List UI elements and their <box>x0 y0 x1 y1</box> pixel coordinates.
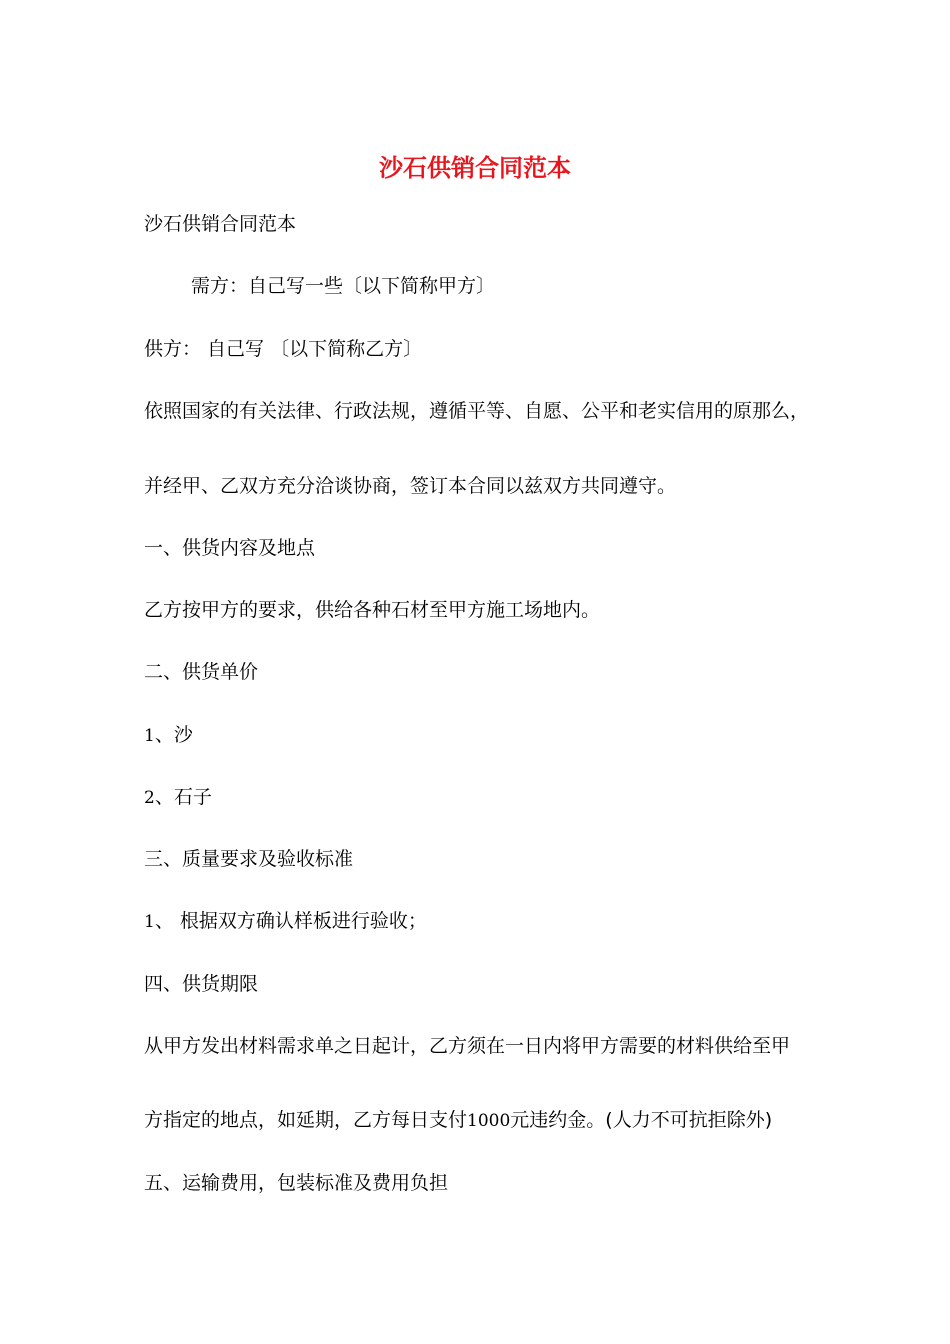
section-1-heading: 一、供货内容及地点 <box>144 537 316 559</box>
item-text: 、沙 <box>154 724 193 746</box>
supplier-line: 供方： 自己写 〔以下简称乙方〕 <box>144 338 423 360</box>
penalty-amount: 1000 <box>467 1111 511 1131</box>
price-item-gravel <box>144 783 212 812</box>
penalty-text-post: 元违约金。(人力不可抗拒除外) <box>510 1109 773 1131</box>
item-number: 1 <box>144 726 155 746</box>
document-title: 沙石供销合同范本 <box>379 153 571 182</box>
section-4-text-1: 从甲方发出材料需求单之日起计，乙方须在一日内将甲方需要的材料供给至甲 <box>144 1035 791 1057</box>
buyer-line: 需方：自己写一些〔以下简称甲方〕 <box>191 275 496 297</box>
section-5-heading: 五、运输费用，包装标准及费用负担 <box>144 1172 449 1194</box>
quality-item-1 <box>144 907 427 936</box>
section-2-heading: 二、供货单价 <box>144 661 259 683</box>
item-number: 1 <box>144 912 155 932</box>
item-text: 、石子 <box>154 786 212 808</box>
section-4-heading: 四、供货期限 <box>144 973 259 995</box>
intro-line-2: 并经甲、乙双方充分洽谈协商，签订本合同以兹双方共同遵守。 <box>144 475 677 497</box>
section-4-text-2 <box>144 1106 772 1135</box>
section-1-text: 乙方按甲方的要求，供给各种石材至甲方施工场地内。 <box>144 599 601 621</box>
item-text: 、 根据双方确认样板进行验收； <box>154 910 427 932</box>
item-number: 2 <box>144 788 155 808</box>
document-subtitle: 沙石供销合同范本 <box>144 213 297 235</box>
price-item-sand <box>144 721 193 750</box>
section-3-heading: 三、质量要求及验收标准 <box>144 848 354 870</box>
penalty-text-pre: 方指定的地点，如延期，乙方每日支付 <box>144 1109 468 1131</box>
intro-line-1: 依照国家的有关法律、行政法规，遵循平等、自愿、公平和老实信用的原那么， <box>144 400 810 422</box>
